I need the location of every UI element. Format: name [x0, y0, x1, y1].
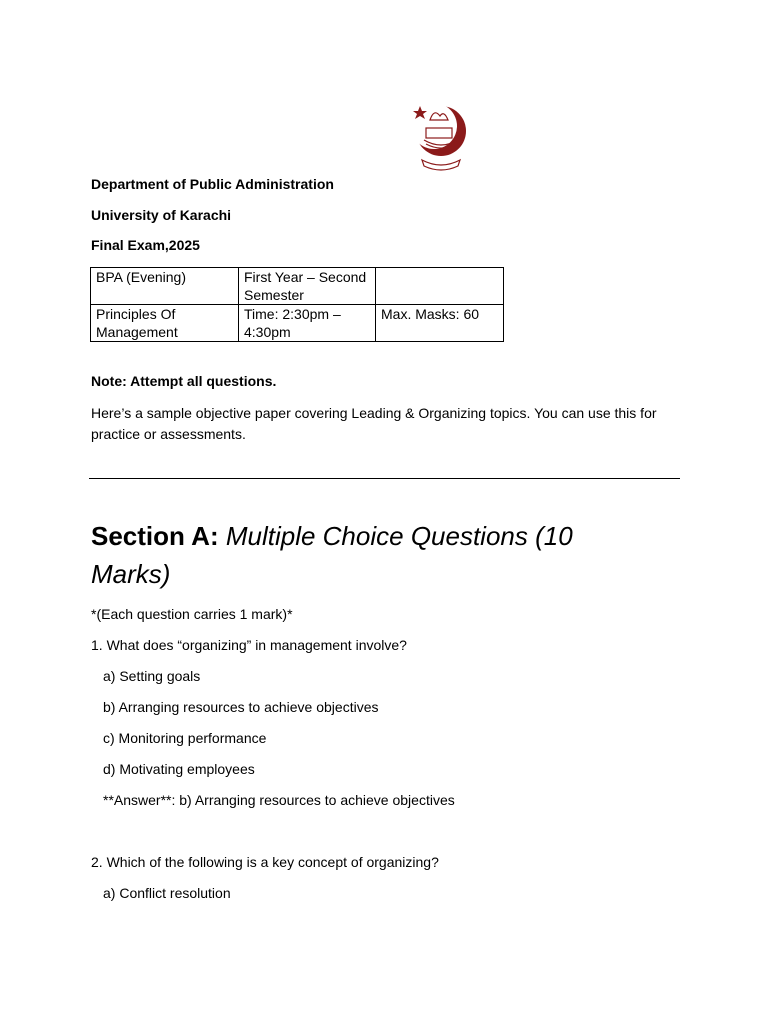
table-row	[91, 305, 504, 342]
answer-option: c) Monitoring performance	[103, 730, 267, 746]
exam-info-table	[90, 267, 504, 342]
table-row	[91, 268, 504, 305]
university-logo	[410, 100, 472, 176]
table-cell: Principles Of Management	[91, 305, 239, 342]
question-text: 1. What does “organizing” in management involve?	[91, 637, 407, 653]
answer-option: a) Setting goals	[103, 668, 201, 684]
question-text: 2. Which of the following is a key concept of organizing?	[91, 854, 439, 870]
university-name: University of Karachi	[91, 207, 232, 223]
answer-option: a) Conflict resolution	[103, 885, 231, 901]
section-title: Multiple Choice Questions (10 Marks)	[91, 521, 573, 589]
exam-note: Note: Attempt all questions.	[91, 373, 277, 389]
answer-option: d) Motivating employees	[103, 761, 255, 777]
answer-key: **Answer**: b) Arranging resources to achieve objectives	[103, 792, 455, 808]
table-cell: First Year – Second Semester	[239, 268, 376, 305]
horizontal-divider	[89, 478, 680, 479]
table-cell: Time: 2:30pm – 4:30pm	[239, 305, 376, 342]
table-cell: Max. Masks: 60	[376, 305, 504, 342]
section-heading	[91, 517, 651, 593]
section-instruction: *(Each question carries 1 mark)*	[91, 606, 293, 622]
intro-paragraph: Here’s a sample objective paper covering Leading & Organizing topics. You can use this for practice or assessments.	[91, 405, 657, 442]
exam-title: Final Exam,2025	[91, 237, 200, 253]
answer-option: b) Arranging resources to achieve objectives	[103, 699, 379, 715]
table-cell	[376, 268, 504, 305]
table-cell: BPA (Evening)	[91, 268, 239, 305]
department-name: Department of Public Administration	[91, 176, 334, 192]
section-label: Section A:	[91, 521, 219, 551]
